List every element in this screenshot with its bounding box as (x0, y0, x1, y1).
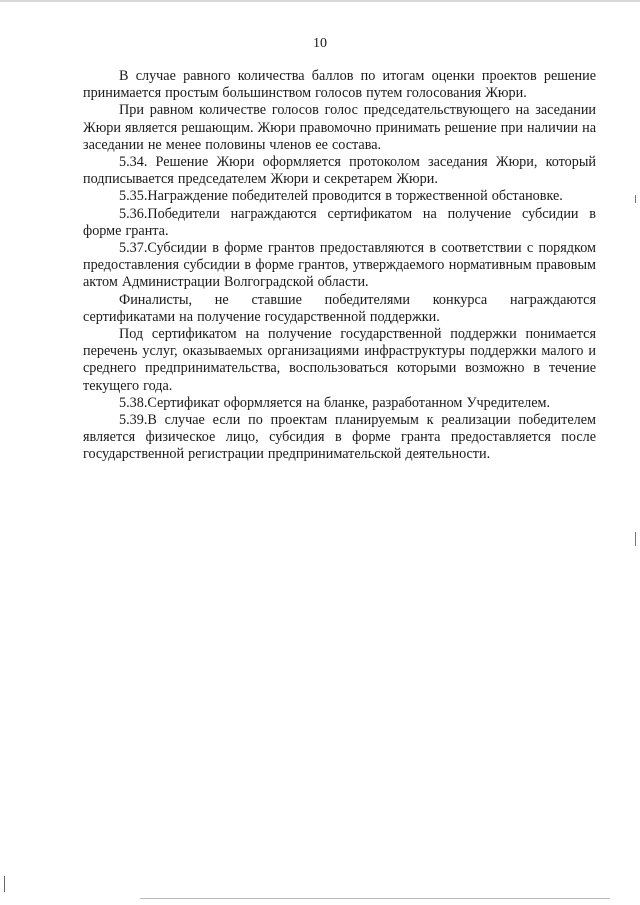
page-number: 10 (313, 36, 327, 51)
paragraph-5-36: 5.36.Победители награждаются сертификатом на получение субсидии в форме гранта. (83, 205, 596, 239)
scan-mark (4, 876, 5, 892)
document-body (83, 68, 596, 464)
scan-mark (635, 195, 636, 203)
paragraph-5-37: 5.37.Субсидии в форме грантов предоставляются в соответствии с порядком предоставления субсидии в форме грантов, утверждаемого нормативным правовым актом Администрации Волгоградской области. (83, 240, 596, 291)
paragraph-5-34: 5.34. Решение Жюри оформляется протоколом заседания Жюри, который подписывается председателем Жюри и секретарем Жюри. (83, 154, 596, 188)
paragraph-5-35: 5.35.Награждение победителей проводится в торжественной обстановке. (119, 188, 563, 205)
scan-edge (0, 0, 640, 2)
paragraph-5-39: 5.39.В случае если по проектам планируемым к реализации победителем является физическое лицо, субсидия в форме гранта предоставляется после государственной регистрации предпринимательской деятельности. (83, 412, 596, 463)
scan-edge-bottom (140, 898, 610, 899)
scan-mark (635, 532, 636, 546)
paragraph-equal-scores: В случае равного количества баллов по итогам оценки проектов решение принимается простым большинством голосов путем голосования Жюри. (83, 68, 596, 102)
paragraph-finalists: Финалисты, не ставшие победителями конкурса награждаются сертификатами на получение государственной поддержки. (83, 291, 596, 325)
paragraph-certificate-definition: Под сертификатом на получение государственной поддержки понимается перечень услуг, оказываемых организациями инфраструктуры поддержки малого и среднего предпринимательства, воспользоваться которыми возможно в течение текущего года. (83, 326, 596, 394)
paragraph-tie-vote: При равном количестве голосов голос председательствующего на заседании Жюри является решающим. Жюри правомочно принимать решение при наличии на заседании не менее половины членов ее состава. (83, 102, 596, 153)
paragraph-5-38: 5.38.Сертификат оформляется на бланке, разработанном Учредителем. (119, 394, 551, 411)
